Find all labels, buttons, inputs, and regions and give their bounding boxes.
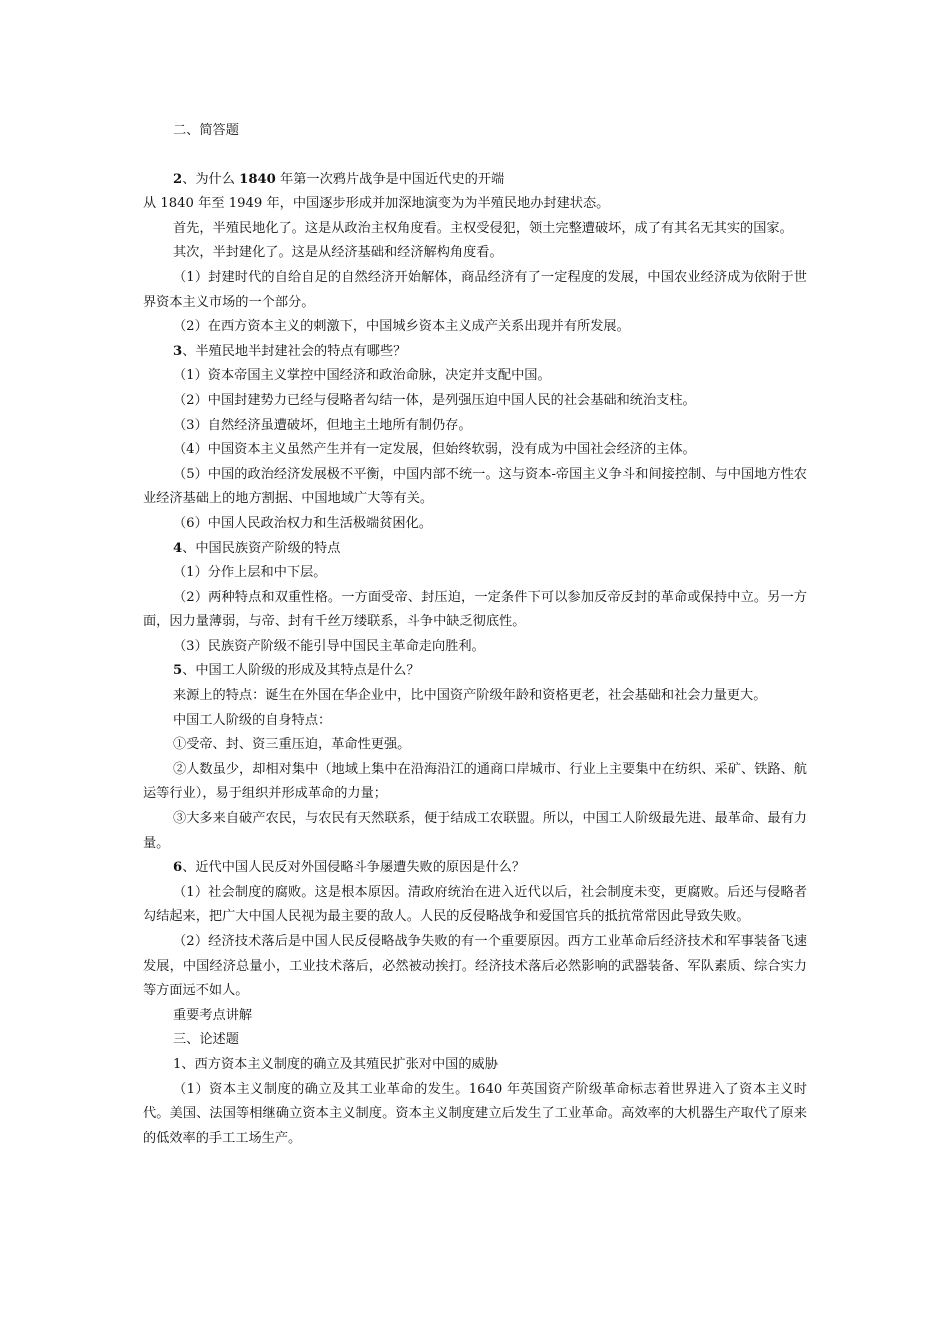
- question-title-text: 年第一次鸦片战争是中国近代史的开端: [275, 171, 505, 187]
- question-title-text: 、半殖民地半封建社会的特点有哪些？: [182, 343, 407, 359]
- paragraph: （1）封建时代的自给自足的自然经济开始解体，商品经济有了一定程度的发展，中国农业经济成为依附于世界资本主义市场的一个部分。: [143, 269, 807, 310]
- paragraph: 中国工人阶级的自身特点：: [173, 712, 332, 728]
- question-5-title: [143, 659, 807, 684]
- key-points-label: 重要考点讲解: [173, 1007, 253, 1023]
- question-title-text: 、为什么: [182, 171, 240, 187]
- essay-1-title: 1、西方资本主义制度的确立及其殖民扩张对中国的威胁: [173, 1056, 498, 1072]
- blank-line: [143, 144, 807, 168]
- paragraph: （1）资本主义制度的确立及其工业革命的发生。1640 年英国资产阶级革命标志着世界进入了资本主义时代。美国、法国等相继确立资本主义制度。资本主义制度建立后发生了工业革命。高效率的大机器生产取代了原来的低效率的手工工场生产。: [143, 1081, 807, 1146]
- paragraph: ②人数虽少，却相对集中（地域上集中在沿海沿江的通商口岸城市、行业上主要集中在纺织、采矿、铁路、航运等行业），易于组织并形成革命的力量；: [143, 761, 807, 802]
- paragraph: （1）资本帝国主义掌控中国经济和政治命脉，决定并支配中国。: [173, 368, 551, 384]
- paragraph: （3）民族资产阶级不能引导中国民主革命走向胜利。: [173, 638, 485, 654]
- paragraph: （2）在西方资本主义的刺激下，中国城乡资本主义成产关系出现并有所发展。: [173, 319, 630, 335]
- question-4-title: [143, 537, 807, 562]
- paragraph: （2）两种特点和双重性格。一方面受帝、封压迫，一定条件下可以参加反帝反封的革命或保持中立。另一方面，因力量薄弱，与帝、封有千丝万缕联系，斗争中缺乏彻底性。: [143, 589, 807, 630]
- paragraph: （3）自然经济虽遭破坏，但地主土地所有制仍存。: [173, 417, 472, 433]
- question-3-title: [143, 340, 807, 365]
- document-body: [143, 119, 807, 1151]
- paragraph: （2）中国封建势力已经与侵略者勾结一体，是列强压迫中国人民的社会基础和统治支柱。: [173, 392, 696, 408]
- paragraph: 首先，半殖民地化了。这是从政治主权角度看。主权受侵犯，领土完整遭破坏，成了有其名无其实的国家。: [173, 220, 793, 236]
- paragraph: （1）分作上层和中下层。: [173, 565, 327, 581]
- section-heading-short-answer: 二、简答题: [173, 123, 239, 138]
- question-2-title: [143, 168, 807, 193]
- question-number: 4: [173, 540, 183, 556]
- paragraph: （6）中国人民政治权力和生活极端贫困化。: [173, 515, 432, 531]
- question-number: 2: [173, 171, 183, 187]
- question-number: 3: [173, 343, 183, 359]
- paragraph: （2）经济技术落后是中国人民反侵略战争失败的有一个重要原因。西方工业革命后经济技术和军事装备飞速发展，中国经济总量小，工业技术落后，必然被动挨打。经济技术落后必然影响的武器装备、军队素质、综合实力等方面远不如人。: [143, 934, 807, 999]
- question-6-title: [143, 856, 807, 881]
- paragraph: 来源上的特点：诞生在外国在华企业中，比中国资产阶级年龄和资格更老，社会基础和社会力量更大。: [173, 688, 767, 704]
- paragraph: 从 1840 年至 1949 年，中国逐步形成并加深地演变为为半殖民地办封建状态。: [143, 196, 610, 212]
- paragraph: ①受帝、封、资三重压迫，革命性更强。: [173, 737, 411, 753]
- section-heading-essay: 三、论述题: [173, 1032, 239, 1048]
- question-title-text: 、中国工人阶级的形成及其特点是什么？: [182, 663, 420, 679]
- paragraph: （1）社会制度的腐败。这是根本原因。清政府统治在进入近代以后，社会制度未变，更腐败。后还与侵略者勾结起来，把广大中国人民视为最主要的敌人。人民的反侵略战争和爱国官兵的抵抗常常因此导致失败。: [143, 884, 807, 925]
- question-number: 5: [173, 663, 183, 679]
- paragraph: ③大多来自破产农民，与农民有天然联系，便于结成工农联盟。所以，中国工人阶级最先进、最革命、最有力量。: [143, 811, 807, 851]
- paragraph: （5）中国的政治经济发展极不平衡，中国内部不统一。这与资本-帝国主义争斗和间接控制、与中国地方性农业经济基础上的地方割据、中国地域广大等有关。: [143, 466, 807, 507]
- question-number: 6: [173, 860, 183, 876]
- question-title-text: 、中国民族资产阶级的特点: [182, 540, 341, 556]
- year-number: 1840: [239, 171, 276, 187]
- question-title-text: 、近代中国人民反对外国侵略斗争屡遭失败的原因是什么？: [182, 860, 526, 876]
- paragraph: 其次，半封建化了。这是从经济基础和经济解构角度看。: [173, 245, 503, 261]
- paragraph: （4）中国资本主义虽然产生并有一定发展，但始终软弱，没有成为中国社会经济的主体。: [173, 442, 696, 458]
